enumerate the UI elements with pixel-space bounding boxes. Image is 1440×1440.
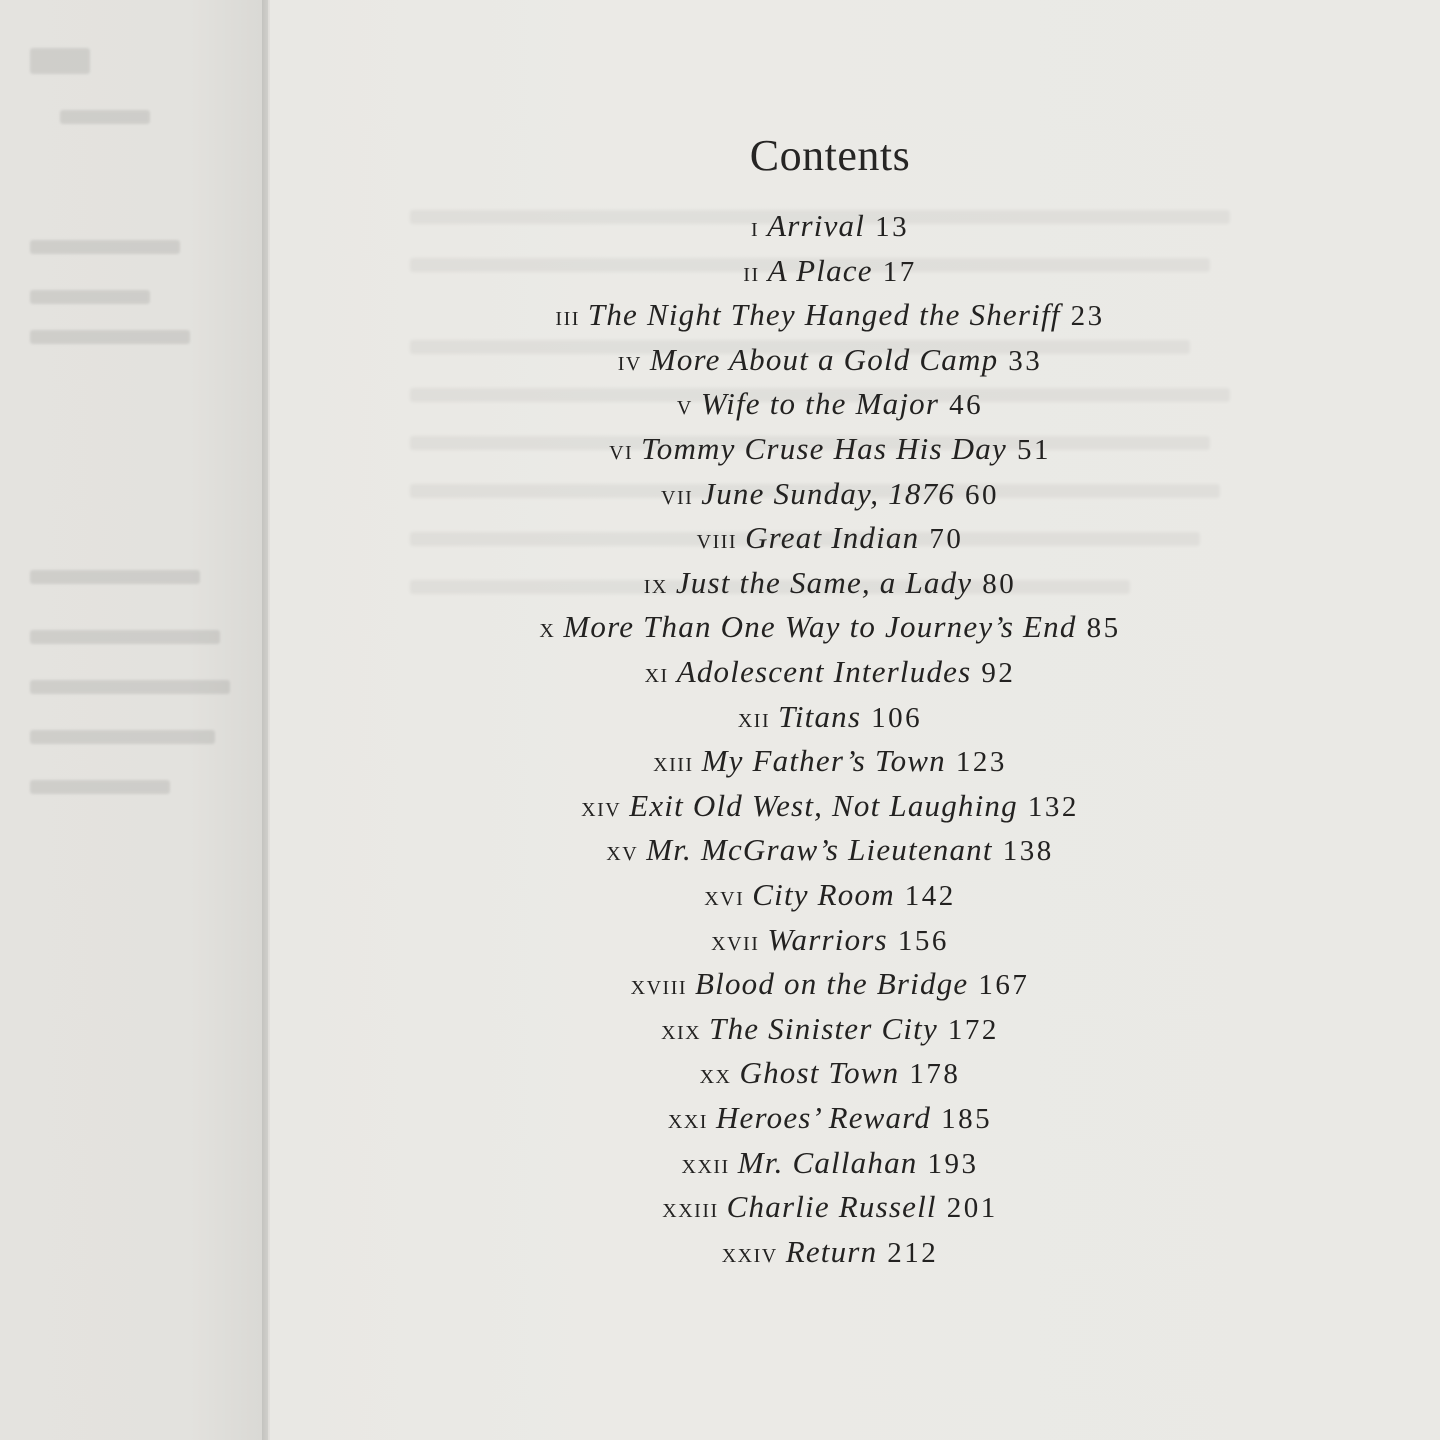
chapter-page-number: 17 (882, 255, 917, 288)
chapter-title: The Night They Hanged the Sheriff (587, 297, 1061, 333)
chapter-page-number: 172 (947, 1013, 999, 1046)
chapter-page-number: 132 (1027, 790, 1079, 823)
chapter-page-number: 51 (1016, 434, 1051, 466)
chapter-page-number: 123 (955, 746, 1007, 779)
toc-entry (270, 1100, 1390, 1138)
chapter-page-number: 185 (941, 1103, 993, 1135)
chapter-numeral: xviii (630, 970, 688, 1002)
chapter-title: More Than One Way to Journey’s End (563, 609, 1077, 645)
chapter-numeral: xx (699, 1059, 732, 1091)
toc-entry (270, 699, 1390, 737)
page-title: Contents (749, 131, 911, 180)
chapter-numeral: vii (661, 479, 694, 511)
toc-entry (270, 743, 1390, 781)
toc-entry (270, 609, 1390, 647)
chapter-title: Wife to the Major (700, 386, 940, 422)
chapter-numeral: xix (661, 1014, 702, 1046)
chapter-title: Return (785, 1233, 878, 1269)
chapter-numeral: xxiv (721, 1237, 778, 1269)
chapter-numeral: xiv (581, 791, 622, 823)
chapter-numeral: v (676, 390, 693, 422)
chapter-page-number: 92 (981, 657, 1016, 689)
toc-entry (270, 386, 1390, 424)
chapter-numeral: ix (643, 568, 668, 600)
chapter-page-number: 212 (887, 1236, 939, 1269)
chapter-numeral: xvii (711, 925, 760, 957)
chapter-numeral: viii (696, 524, 738, 556)
chapter-page-number: 167 (978, 969, 1030, 1002)
chapter-title: Charlie Russell (726, 1189, 937, 1225)
toc-entry (270, 565, 1390, 603)
chapter-numeral: xiii (653, 747, 694, 779)
chapter-numeral: xxi (667, 1104, 708, 1135)
chapter-page-number: 80 (982, 567, 1017, 600)
chapter-numeral: xxiii (662, 1193, 719, 1225)
toc-entry (270, 476, 1390, 514)
chapter-title: Blood on the Bridge (695, 966, 969, 1002)
chapter-title: A Place (767, 252, 873, 288)
chapter-page-number: 178 (909, 1058, 961, 1091)
chapter-page-number: 156 (897, 924, 949, 957)
toc-entry (270, 1234, 1390, 1272)
chapter-title: Mr. Callahan (737, 1144, 918, 1180)
chapter-page-number: 201 (946, 1192, 998, 1225)
chapter-page-number: 106 (871, 701, 923, 734)
toc-entry (270, 788, 1390, 826)
chapter-title: Exit Old West, Not Laughing (629, 787, 1018, 823)
chapter-numeral: xvi (704, 881, 745, 912)
chapter-numeral: vi (609, 435, 634, 466)
toc-entry (270, 342, 1390, 380)
chapter-title: Heroes’ Reward (715, 1100, 932, 1135)
toc-entry (270, 253, 1390, 291)
toc-entry (270, 297, 1390, 335)
chapter-title: Just the Same, a Lady (675, 564, 973, 600)
chapter-title: Great Indian (745, 520, 920, 556)
chapter-numeral: ii (743, 256, 760, 288)
toc-entry (270, 1189, 1390, 1227)
chapter-page-number: 33 (1008, 344, 1043, 377)
table-of-contents (270, 0, 1440, 1440)
toc-entry (270, 922, 1390, 960)
chapter-page-number: 46 (949, 389, 984, 422)
chapter-page-number: 142 (904, 880, 956, 912)
chapter-title: June Sunday, 1876 (701, 475, 955, 511)
chapter-page-number: 23 (1070, 300, 1105, 333)
toc-entry (270, 208, 1390, 246)
chapter-page-number: 13 (875, 211, 910, 243)
toc-entry (270, 520, 1390, 558)
chapter-title: More About a Gold Camp (649, 341, 999, 377)
chapter-page-number: 85 (1086, 612, 1121, 645)
toc-entry (270, 1055, 1390, 1093)
chapter-title: Tommy Cruse Has His Day (641, 431, 1007, 466)
right-page (270, 0, 1440, 1440)
chapter-numeral: iii (555, 301, 580, 333)
chapter-title: Ghost Town (739, 1055, 900, 1091)
left-page-bleed-through (0, 0, 268, 1440)
chapter-numeral: x (539, 613, 556, 645)
chapter-title: Titans (778, 698, 862, 734)
chapter-title: Mr. McGraw’s Lieutenant (646, 832, 993, 868)
chapter-page-number: 138 (1002, 835, 1054, 868)
chapter-title: Arrival (767, 208, 866, 243)
chapter-title: Warriors (767, 921, 888, 957)
chapter-title: Adolescent Interludes (676, 654, 972, 689)
chapter-page-number: 70 (929, 523, 964, 556)
toc-entry (270, 1145, 1390, 1183)
toc-entry (270, 1011, 1390, 1049)
chapter-numeral: iv (617, 345, 642, 377)
chapter-page-number: 193 (927, 1147, 979, 1180)
toc-entry (270, 966, 1390, 1004)
chapter-numeral: xii (737, 702, 771, 734)
chapter-numeral: xxii (681, 1148, 730, 1180)
left-page (0, 0, 268, 1440)
toc-entry (270, 877, 1390, 915)
chapter-numeral: i (750, 212, 760, 243)
chapter-page-number: 60 (964, 478, 999, 511)
chapter-title: My Father’s Town (701, 743, 946, 779)
toc-entry (270, 832, 1390, 870)
chapter-title: The Sinister City (709, 1010, 938, 1046)
toc-entry (270, 431, 1390, 469)
chapter-numeral: xi (644, 658, 669, 689)
chapter-numeral: xv (606, 836, 639, 868)
toc-entry (270, 654, 1390, 692)
chapter-title: City Room (752, 877, 895, 912)
